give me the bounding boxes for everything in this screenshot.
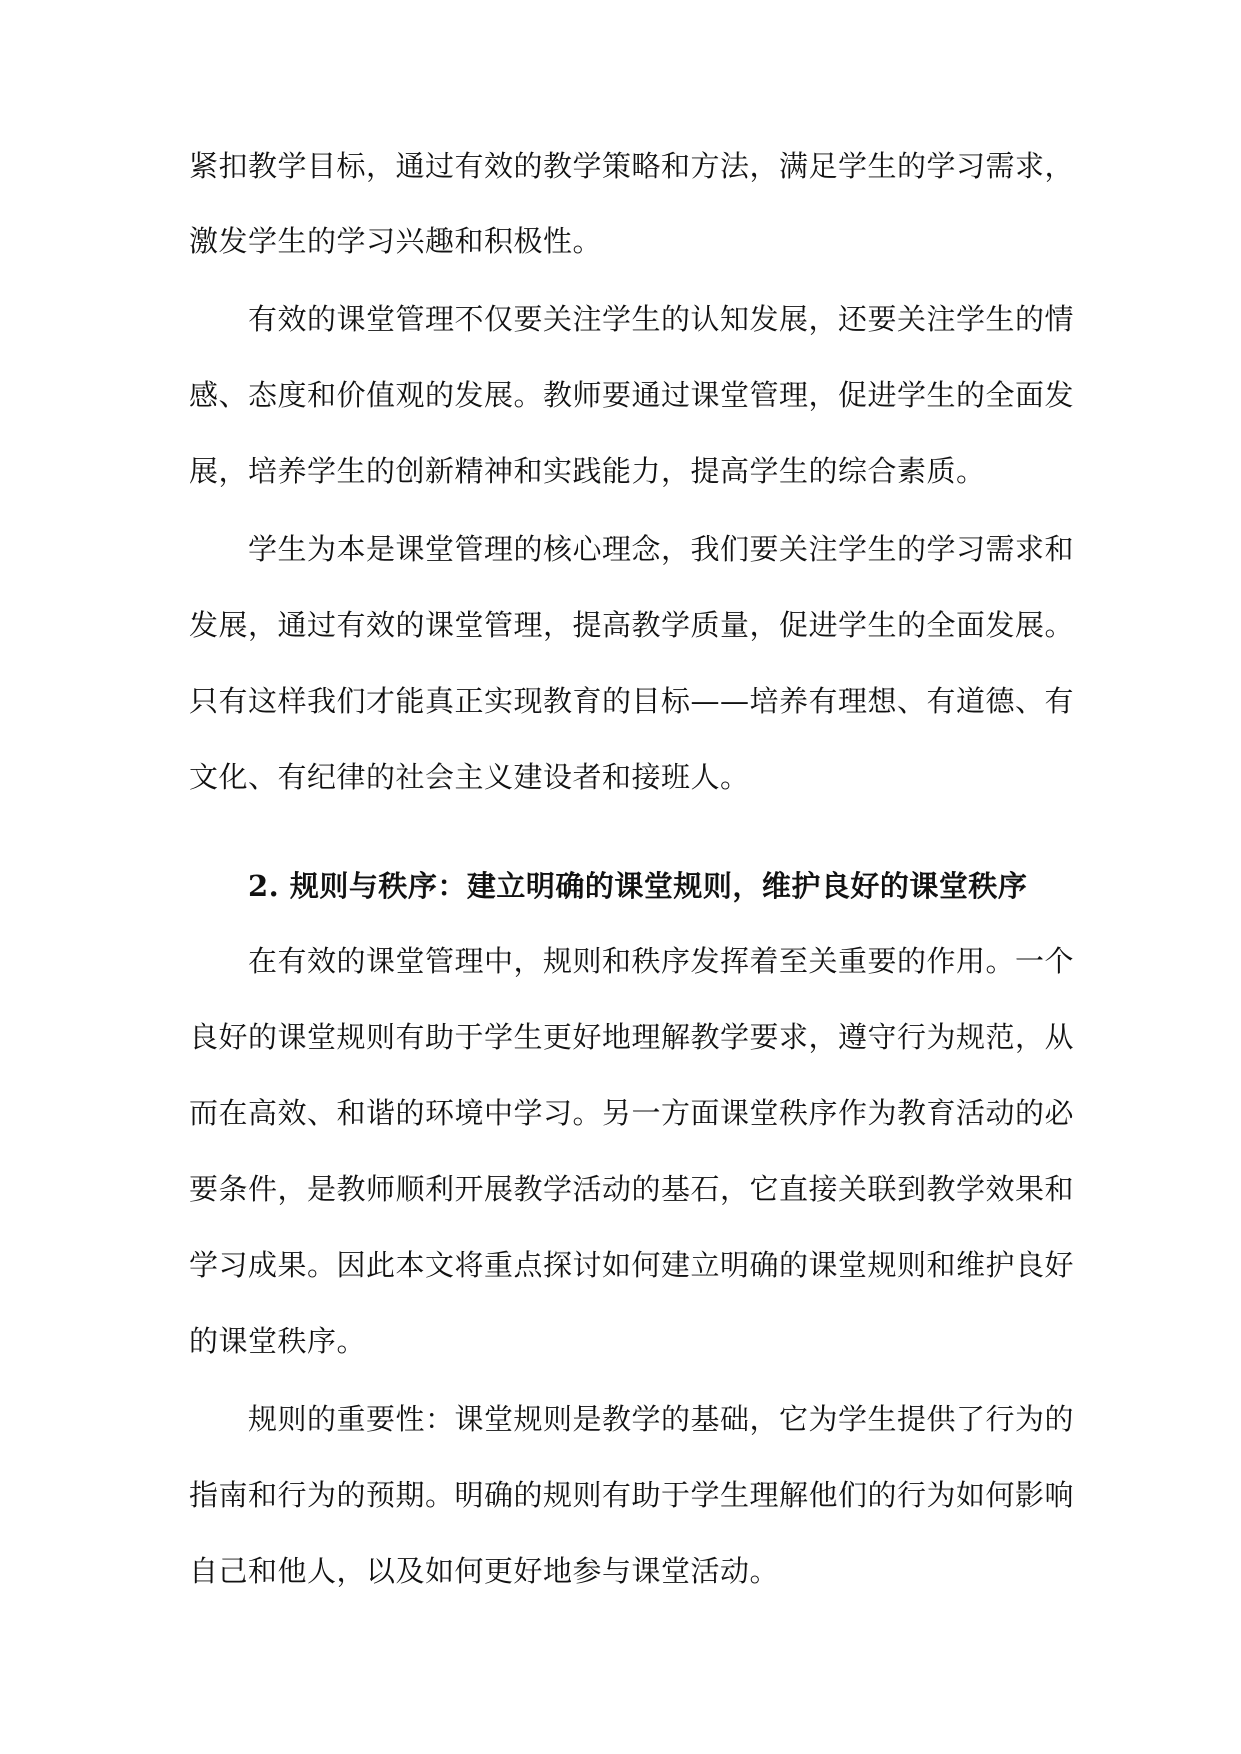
text-line: 发展，通过有效的课堂管理，提高教学质量，促进学生的全面发展。: [189, 608, 1075, 642]
text-line: 的课堂秩序。: [189, 1324, 367, 1358]
text-line: 在有效的课堂管理中，规则和秩序发挥着至关重要的作用。一个: [189, 944, 1075, 978]
text-line: 指南和行为的预期。明确的规则有助于学生理解他们的行为如何影响: [189, 1478, 1075, 1512]
text-line: 学习成果。因此本文将重点探讨如何建立明确的课堂规则和维护良好: [189, 1248, 1075, 1282]
text-line: 要条件，是教师顺利开展教学活动的基石，它直接关联到教学效果和: [189, 1172, 1075, 1206]
section-heading: 2. 规则与秩序：建立明确的课堂规则，维护良好的课堂秩序: [189, 869, 1028, 903]
text-line: 文化、有纪律的社会主义建设者和接班人。: [189, 760, 750, 794]
text-line: 而在高效、和谐的环境中学习。另一方面课堂秩序作为教育活动的必: [189, 1096, 1075, 1130]
text-line: 紧扣教学目标，通过有效的教学策略和方法，满足学生的学习需求，: [189, 149, 1075, 183]
text-line: 展，培养学生的创新精神和实践能力，提高学生的综合素质。: [189, 454, 986, 488]
text-line: 感、态度和价值观的发展。教师要通过课堂管理，促进学生的全面发: [189, 378, 1075, 412]
text-line: 自己和他人，以及如何更好地参与课堂活动。: [189, 1554, 780, 1588]
text-line: 学生为本是课堂管理的核心理念，我们要关注学生的学习需求和: [189, 532, 1075, 566]
text-line: 只有这样我们才能真正实现教育的目标——培养有理想、有道德、有: [189, 684, 1075, 718]
text-line: 规则的重要性：课堂规则是教学的基础，它为学生提供了行为的: [189, 1402, 1075, 1436]
text-line: 有效的课堂管理不仅要关注学生的认知发展，还要关注学生的情: [189, 302, 1075, 336]
text-line: 良好的课堂规则有助于学生更好地理解教学要求，遵守行为规范，从: [189, 1020, 1075, 1054]
text-line: 激发学生的学习兴趣和积极性。: [189, 224, 603, 258]
